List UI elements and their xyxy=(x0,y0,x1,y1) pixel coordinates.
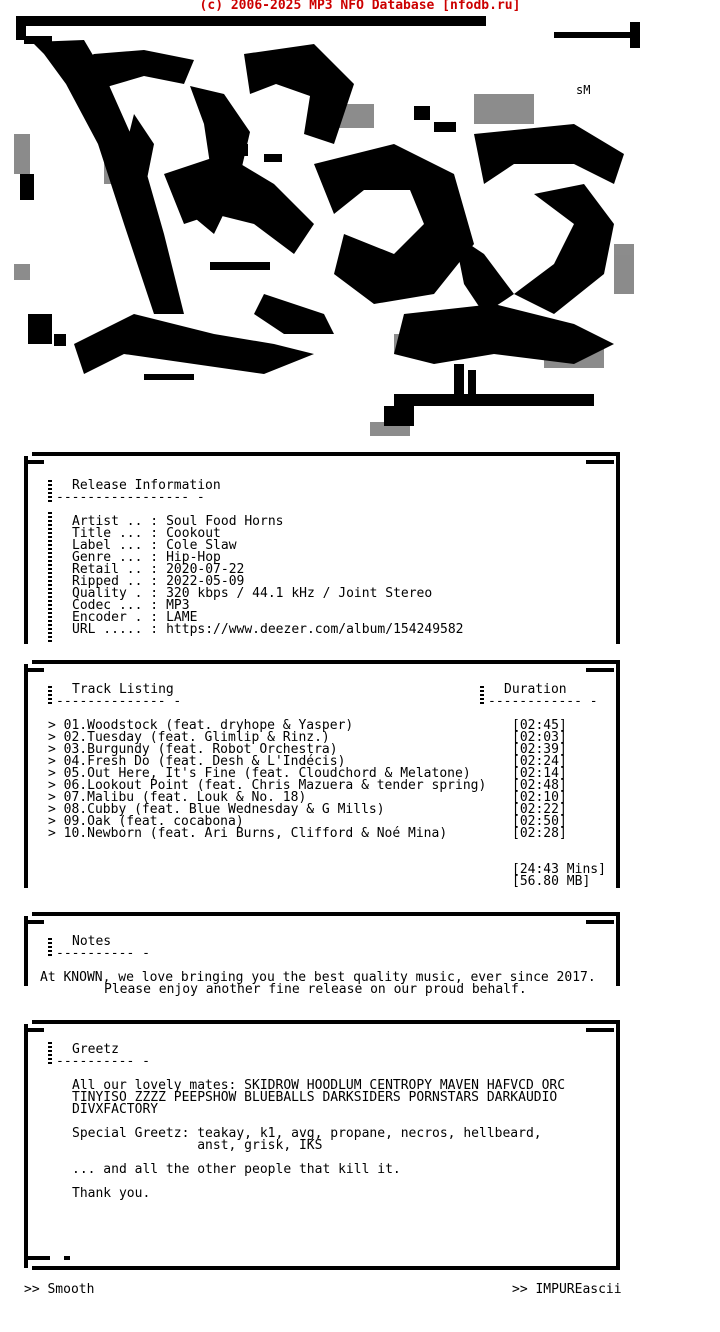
release-field-key: Artist .. : xyxy=(72,514,159,529)
box-bottom-left-accent xyxy=(28,1256,50,1260)
box-left-shade xyxy=(48,1042,52,1064)
release-field-key: URL ..... : xyxy=(72,622,159,637)
track-row xyxy=(48,828,608,840)
track-name: > 10.Newborn (feat. Ari Burns, Clifford & Noé Mina) xyxy=(48,826,448,841)
box-left-shade-2 xyxy=(48,512,52,642)
notes-line-1: At KNOWN, we love bringing you the best quality music, ever since 2017. xyxy=(40,970,596,985)
release-field-value: Cole Slaw xyxy=(166,538,237,553)
track-duration: [02:24] xyxy=(512,754,567,769)
box-left-border xyxy=(24,916,28,986)
release-field-value: 320 kbps / 44.1 kHz / Joint Stereo xyxy=(166,586,433,601)
release-field-value: LAME xyxy=(166,610,198,625)
box-top-left-accent xyxy=(28,920,44,924)
ascii-logo-art xyxy=(14,14,644,446)
box-left-shade xyxy=(48,478,52,502)
box-top-border xyxy=(32,660,620,664)
track-name: > 04.Fresh Do (feat. Desh & L'Indécis) xyxy=(48,754,346,769)
track-name: > 05.Out Here, It's Fine (feat. Cloudchord & Melatone) xyxy=(48,766,471,781)
box-bottom-border xyxy=(32,1266,620,1270)
box-top-right-accent xyxy=(586,1028,614,1032)
box-left-shade xyxy=(48,684,52,704)
box-left-border xyxy=(24,664,28,888)
box-top-left-accent xyxy=(28,1028,44,1032)
release-field-key: Ripped .. : xyxy=(72,574,159,589)
copyright-line: (c) 2006-2025 MP3 NFO Database [nfodb.ru] xyxy=(199,0,521,13)
release-field-value: 2022-05-09 xyxy=(166,574,245,589)
box-top-left-accent xyxy=(28,668,44,672)
greetz-mates-3: DIVXFACTORY xyxy=(72,1102,159,1117)
box-left-border xyxy=(24,456,28,644)
release-field-key: Genre ... : xyxy=(72,550,159,565)
track-name: > 03.Burgundy (feat. Robot Orchestra) xyxy=(48,742,338,757)
box-top-left-accent xyxy=(28,460,44,464)
track-name: > 09.Oak (feat. cocabona) xyxy=(48,814,244,829)
track-name: > 06.Lookout Point (feat. Chris Mazuera & tender spring) xyxy=(48,778,487,793)
track-duration: [02:45] xyxy=(512,718,567,733)
box-bottom-dot xyxy=(64,1256,70,1260)
track-listing-box xyxy=(24,660,624,888)
release-field-value: Soul Food Horns xyxy=(166,514,284,529)
logo-tag: sM xyxy=(576,83,591,97)
notes-underline: ---------- - xyxy=(56,946,150,961)
track-name: > 01.Woodstock (feat. dryhope & Yasper) xyxy=(48,718,354,733)
total-time: [24:43 Mins] xyxy=(512,862,606,877)
duration-title: Duration xyxy=(504,682,567,697)
box-right-border xyxy=(616,1024,620,1268)
box-top-border xyxy=(32,1020,620,1024)
box-top-border xyxy=(32,452,620,456)
greetz-special-1: Special Greetz: teakay, k1, avg, propane, necros, hellbeard, xyxy=(72,1126,542,1141)
greetz-special-2: anst, grisk, IKS xyxy=(72,1138,323,1153)
release-field-value: Hip-Hop xyxy=(166,550,221,565)
release-field-value: MP3 xyxy=(166,598,190,613)
footer-right-credit: >> IMPUREascii xyxy=(512,1282,622,1297)
box-top-right-accent xyxy=(586,920,614,924)
track-name: > 02.Tuesday (feat. Glimlip & Rinz.) xyxy=(48,730,330,745)
track-duration: [02:22] xyxy=(512,802,567,817)
duration-shade xyxy=(480,684,484,704)
box-top-right-accent xyxy=(586,668,614,672)
release-field-key: Quality . : xyxy=(72,586,159,601)
release-info-underline: ----------------- - xyxy=(56,490,205,505)
track-name: > 08.Cubby (feat. Blue Wednesday & G Mills) xyxy=(48,802,385,817)
box-right-border xyxy=(616,456,620,644)
notes-title: Notes xyxy=(72,934,112,949)
track-duration: [02:10] xyxy=(512,790,567,805)
release-field-key: Label ... : xyxy=(72,538,159,553)
track-duration: [02:50] xyxy=(512,814,567,829)
box-top-border xyxy=(32,912,620,916)
box-right-border xyxy=(616,664,620,888)
track-duration: [02:03] xyxy=(512,730,567,745)
greetz-title: Greetz xyxy=(72,1042,119,1057)
notes-line-2: Please enjoy another fine release on our proud behalf. xyxy=(104,982,527,997)
footer-left-credit: >> Smooth xyxy=(24,1282,95,1297)
greetz-closing: ... and all the other people that kill it. xyxy=(72,1162,401,1177)
release-field-key: Codec ... : xyxy=(72,598,159,613)
track-duration: [02:14] xyxy=(512,766,567,781)
box-top-right-accent xyxy=(586,460,614,464)
release-field-key: Title ... : xyxy=(72,526,159,541)
release-field-key: Retail .. : xyxy=(72,562,159,577)
greetz-thanks: Thank you. xyxy=(72,1186,151,1201)
greetz-underline: ---------- - xyxy=(56,1054,150,1069)
track-name: > 07.Malibu (feat. Louk & No. 18) xyxy=(48,790,307,805)
release-info-title: Release Information xyxy=(72,478,221,493)
release-field-value: https://www.deezer.com/album/154249582 xyxy=(166,622,464,637)
track-duration: [02:39] xyxy=(512,742,567,757)
greetz-box xyxy=(24,1020,624,1272)
box-left-border xyxy=(24,1024,28,1268)
release-field-row xyxy=(72,624,464,636)
release-field-value: 2020-07-22 xyxy=(166,562,245,577)
box-right-border xyxy=(616,916,620,986)
track-duration: [02:48] xyxy=(512,778,567,793)
release-info-box xyxy=(24,452,624,644)
duration-underline: ------------ - xyxy=(488,694,598,709)
notes-box xyxy=(24,912,624,1000)
track-listing-underline: -------------- - xyxy=(56,694,182,709)
total-size: [56.80 MB] xyxy=(512,874,591,889)
release-field-value: Cookout xyxy=(166,526,221,541)
greetz-mates-1: All our lovely mates: SKIDROW HOODLUM CENTROPY MAVEN HAFVCD ORC xyxy=(72,1078,566,1093)
track-listing-title: Track Listing xyxy=(72,682,174,697)
track-duration: [02:28] xyxy=(512,826,567,841)
box-left-shade xyxy=(48,936,52,956)
greetz-mates-2: TINYISO ZZZZ PEEPSHOW BLUEBALLS DARKSIDERS PORNSTARS DARKAUDIO xyxy=(72,1090,558,1105)
release-field-key: Encoder . : xyxy=(72,610,159,625)
